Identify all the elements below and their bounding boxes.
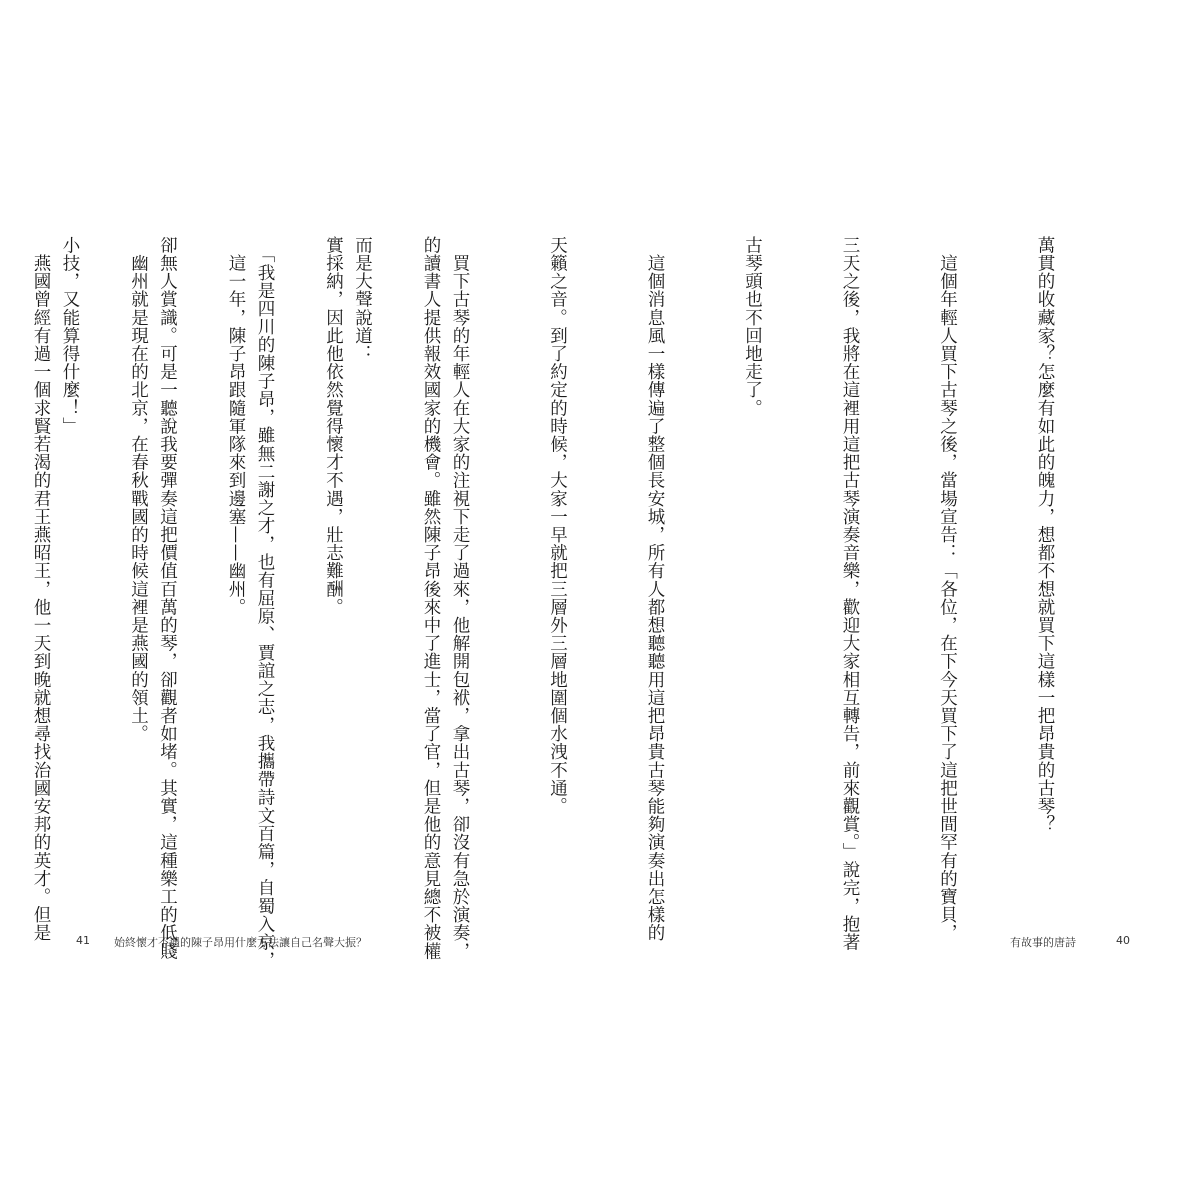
text-column: 買下古琴的年輕人在大家的注視下走了過來，他解開包袱，拿出古琴，卻沒有急於演奏， [450, 236, 470, 960]
text-column: 小技，又能算得什麼！」 [60, 236, 80, 436]
running-title: 有故事的唐詩 [1010, 936, 1076, 949]
text-column: 這一年，陳子昂跟隨軍隊來到邊塞——幽州。 [226, 236, 246, 617]
text-column: 天籟之音。到了約定的時候，大家一早就把三層外三層地圍個水洩不通。 [547, 236, 568, 816]
text-column: 萬貫的收藏家？怎麼有如此的魄力，想都不想就買下這樣一把昂貴的古琴？ [1035, 236, 1055, 834]
text-column: 卻無人賞識。可是一聽說我要彈奏這把價值百萬的琴，卻觀者如堵。其實，這種樂工的低賤 [157, 236, 178, 960]
text-column: 燕國曾經有過一個求賢若渴的君王燕昭王，他一天到晚就想尋找治國安邦的英才。但是 [31, 236, 51, 942]
text-column: 「我是四川的陳子昂，雖無二謝之才，也有屈原、賈誼之志，我攜帶詩文百篇，自蜀入京， [255, 236, 275, 970]
text-column: 古琴頭也不回地走了。 [742, 236, 763, 417]
text-column: 的讀書人提供報效國家的機會。雖然陳子昂後來中了進士，當了官，但是他的意見總不被權 [421, 236, 441, 960]
text-column: 三天之後，我將在這裡用這把古琴演奏音樂，歡迎大家相互轉告，前來觀賞。」說完，抱著 [840, 236, 860, 952]
text-column: 幽州就是現在的北京，在春秋戰國的時候這裡是燕國的領土。 [128, 236, 149, 743]
page-number: 40 [1116, 934, 1130, 947]
running-title: 始終懷才不遇的陳子昂用什麼方法讓自己名聲大振？ [114, 936, 367, 949]
text-column: 而是大聲說道： [352, 236, 373, 363]
text-column: 實採納，因此他依然覺得懷才不遇，壯志難酬。 [323, 236, 344, 617]
text-column: 這個消息風一樣傳遍了整個長安城，所有人都想聽聽用這把昂貴古琴能夠演奏出怎樣的 [645, 236, 665, 942]
page-number: 41 [76, 934, 90, 947]
text-column: 這個年輕人買下古琴之後，當場宣告：「各位，在下今天買下了這把世間罕有的寶貝， [937, 236, 958, 942]
